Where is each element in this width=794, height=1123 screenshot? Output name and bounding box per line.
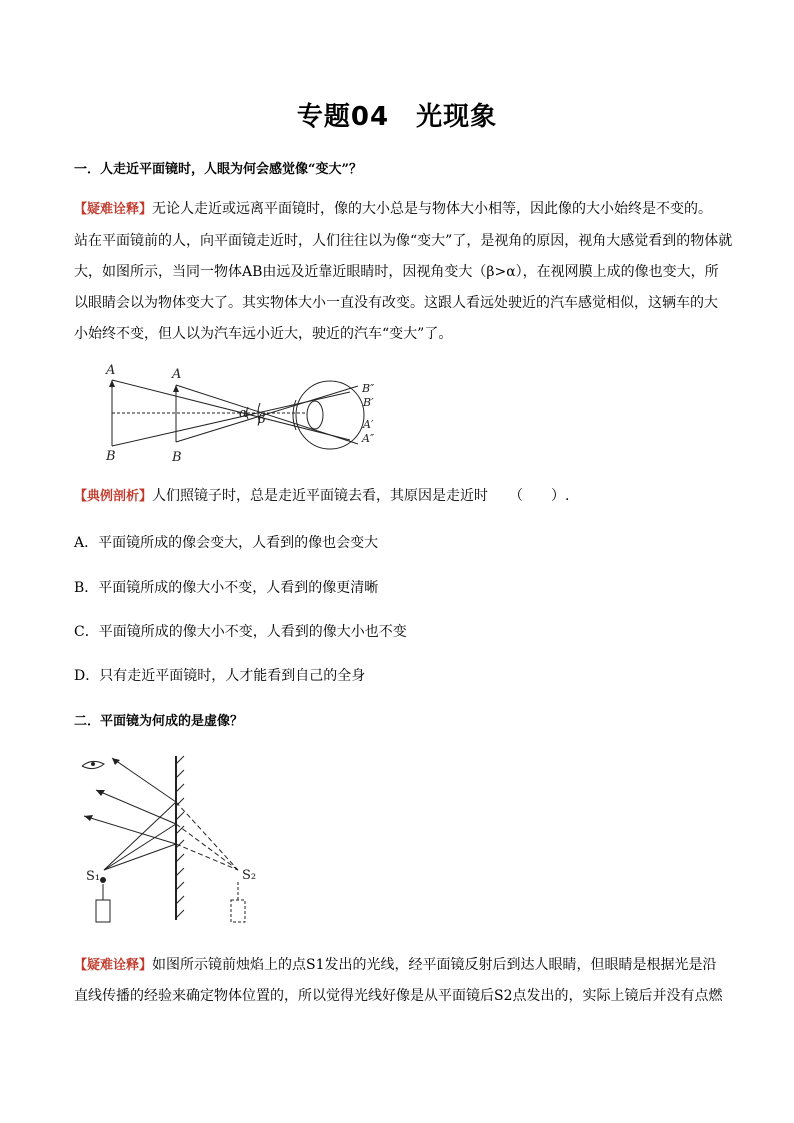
virtual-candle xyxy=(231,900,245,922)
candle xyxy=(96,900,110,922)
section1-tag: 【疑难诠释】 xyxy=(74,202,153,217)
fig1-label-a1: A′ xyxy=(363,418,374,431)
eyeball xyxy=(296,381,364,449)
fig2-label-s1: S₁ xyxy=(86,869,101,884)
section1-para-line-2: 站在平面镜前的人，向平面镜走近时，人们往往以为像“变大”了，是视角的原因，视角大感觉看到的物体就 xyxy=(74,233,733,249)
option-a: A．平面镜所成的像会变大，人看到的像也会变大 xyxy=(74,535,379,551)
fig1-label-b1: B′ xyxy=(363,396,374,409)
option-b: B．平面镜所成的像大小不变，人看到的像更清晰 xyxy=(74,580,379,596)
flame xyxy=(100,877,106,883)
section1-para-line-4: 以眼睛会以为物体变大了。其实物体大小一直没有改变。这跟人看远处驶近的汽车感觉相似，这辆车的大 xyxy=(74,295,718,311)
section1-heading: 一．人走近平面镜时，人眼为何会感觉像“变大”？ xyxy=(74,162,362,177)
section1-para-line-1: 【疑难诠释】无论人走近或远离平面镜时，像的大小总是与物体大小相等，因此像的大小始终是不变的。 xyxy=(74,201,713,217)
fig1-label-a2: A″ xyxy=(362,432,375,445)
eye-lens xyxy=(307,401,323,429)
fig1-label-a-near: A xyxy=(172,367,182,382)
fig2-label-s2: S₂ xyxy=(242,868,257,883)
option-c: C．平面镜所成的像大小不变，人看到的像大小也不变 xyxy=(74,624,407,640)
section1-para-line-5: 小始终不变，但人以为汽车远小近大，驶近的汽车“变大”了。 xyxy=(74,326,453,342)
section1-para-line-3: 大，如图所示，当同一物体AB由远及近靠近眼睛时，因视角变大（β>α），在视网膜上成的像也变大，所 xyxy=(74,264,719,280)
section2-para-line-1: 【疑难诠释】如图所示镜前烛焰上的点S1发出的光线，经平面镜反射后到达人眼睛，但眼睛是根据光是沿 xyxy=(74,957,717,973)
fig1-label-b2: B″ xyxy=(362,382,375,395)
page-title: 专题04 光现象 xyxy=(296,102,498,132)
example-question: 【典例剖析】人们照镜子时，总是走近平面镜去看，其原因是走近时 （ ）. xyxy=(74,488,570,504)
option-d: D．只有走近平面镜时，人才能看到自己的全身 xyxy=(74,668,366,684)
fig1-label-alpha: α xyxy=(239,406,248,421)
fig1-label-b-far: B xyxy=(106,449,116,464)
fig1-label-a-far: A xyxy=(106,363,116,378)
fig1-label-b-near: B xyxy=(172,450,182,465)
fig1-label-beta: β xyxy=(258,412,266,427)
section2-heading: 二．平面镜为何成的是虚像？ xyxy=(74,714,244,729)
plane-mirror-diagram xyxy=(76,752,276,932)
section2-para-line-2: 直线传播的经验来确定物体位置的，所以觉得光线好像是从平面镜后S2点发出的，实际上镜后并没有点燃 xyxy=(74,988,723,1004)
example-tag: 【典例剖析】 xyxy=(74,489,153,504)
section2-tag: 【疑难诠释】 xyxy=(74,958,153,973)
visual-angle-diagram xyxy=(100,360,400,470)
